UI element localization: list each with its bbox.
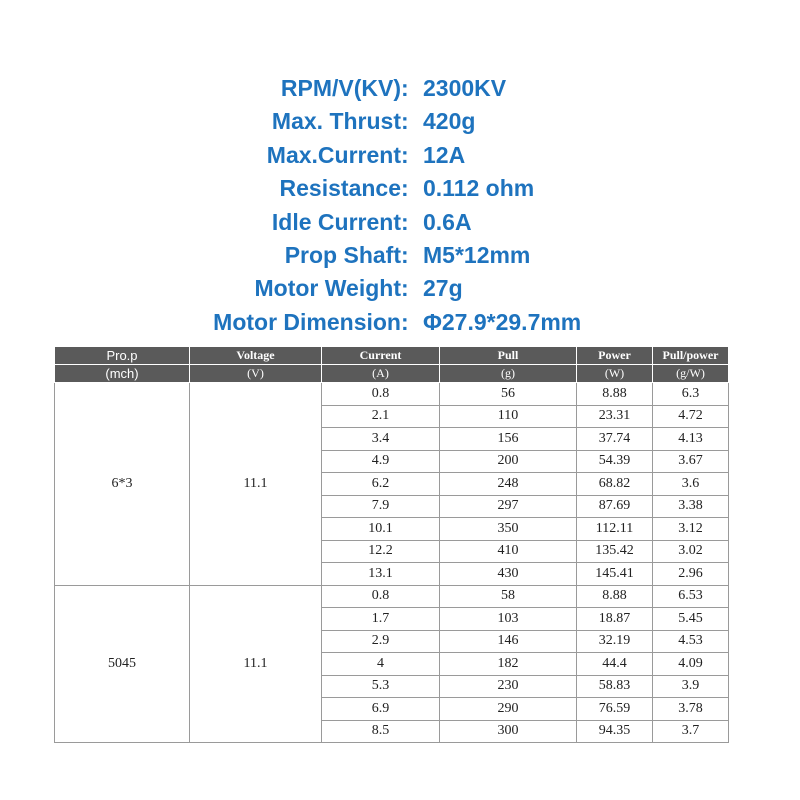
spec-row <box>0 105 800 138</box>
cell-pull-power: 4.13 <box>653 428 729 451</box>
cell-current: 0.8 <box>322 383 440 406</box>
units-row <box>55 365 729 383</box>
cell-pull: 350 <box>440 518 577 541</box>
cell-power: 44.4 <box>577 653 653 676</box>
cell-pull-power: 3.78 <box>653 698 729 721</box>
spec-value: 420g <box>423 108 476 135</box>
cell-pull-power: 3.02 <box>653 540 729 563</box>
cell-pull: 290 <box>440 698 577 721</box>
cell-power: 54.39 <box>577 450 653 473</box>
unit-power: (W) <box>577 365 653 383</box>
spec-row <box>0 206 800 239</box>
header-current: Current <box>322 347 440 365</box>
cell-current: 10.1 <box>322 518 440 541</box>
spec-value: 0.6A <box>423 208 472 235</box>
cell-current: 3.4 <box>322 428 440 451</box>
spec-label: Idle Current <box>271 208 401 235</box>
cell-pull-power: 3.7 <box>653 720 729 743</box>
cell-pull: 58 <box>440 585 577 608</box>
motor-specs <box>0 72 800 339</box>
spec-row <box>0 72 800 105</box>
unit-pull: (g) <box>440 365 577 383</box>
spec-value: 27g <box>423 275 463 302</box>
cell-pull-power: 6.53 <box>653 585 729 608</box>
spec-label: Max.Current <box>266 141 401 168</box>
cell-power: 18.87 <box>577 608 653 631</box>
cell-current: 6.2 <box>322 473 440 496</box>
spec-colon: : <box>401 141 409 168</box>
cell-power: 68.82 <box>577 473 653 496</box>
cell-power: 87.69 <box>577 495 653 518</box>
cell-current: 2.1 <box>322 405 440 428</box>
spec-row <box>0 139 800 172</box>
cell-pull-power: 4.09 <box>653 653 729 676</box>
spec-colon: : <box>401 75 409 101</box>
cell-power: 135.42 <box>577 540 653 563</box>
spec-value: Φ27.9*29.7mm <box>423 308 582 335</box>
performance-table <box>54 346 729 743</box>
cell-pull: 182 <box>440 653 577 676</box>
cell-power: 23.31 <box>577 405 653 428</box>
cell-pull: 103 <box>440 608 577 631</box>
cell-pull: 146 <box>440 630 577 653</box>
cell-power: 112.11 <box>577 518 653 541</box>
cell-current: 8.5 <box>322 720 440 743</box>
cell-power: 37.74 <box>577 428 653 451</box>
cell-power: 94.35 <box>577 720 653 743</box>
unit-pull-power: (g/W) <box>653 365 729 383</box>
spec-label: RPM/V(KV) <box>280 75 401 101</box>
cell-pull-power: 2.96 <box>653 563 729 586</box>
spec-row <box>0 239 800 272</box>
table-header <box>55 347 729 383</box>
cell-current: 7.9 <box>322 495 440 518</box>
unit-current: (A) <box>322 365 440 383</box>
cell-current: 4.9 <box>322 450 440 473</box>
cell-power: 58.83 <box>577 675 653 698</box>
cell-current: 13.1 <box>322 563 440 586</box>
cell-pull: 430 <box>440 563 577 586</box>
spec-colon: : <box>401 208 409 235</box>
spec-label: Resistance <box>279 175 401 202</box>
spec-label: Motor Dimension <box>213 308 401 335</box>
spec-value: 0.112 ohm <box>423 175 535 202</box>
cell-current: 12.2 <box>322 540 440 563</box>
cell-current: 0.8 <box>322 585 440 608</box>
cell-pull-power: 6.3 <box>653 383 729 406</box>
header-voltage: Voltage <box>190 347 322 365</box>
cell-pull-power: 3.6 <box>653 473 729 496</box>
cell-current: 4 <box>322 653 440 676</box>
spec-row <box>0 306 800 339</box>
cell-power: 76.59 <box>577 698 653 721</box>
cell-pull-power: 4.72 <box>653 405 729 428</box>
cell-pull: 300 <box>440 720 577 743</box>
cell-pull: 248 <box>440 473 577 496</box>
cell-pull: 156 <box>440 428 577 451</box>
cell-pull-power: 3.9 <box>653 675 729 698</box>
cell-prop: 6*3 <box>55 383 190 586</box>
cell-pull: 200 <box>440 450 577 473</box>
spec-label: Max. Thrust <box>271 108 401 135</box>
cell-pull-power: 5.45 <box>653 608 729 631</box>
table-row <box>55 383 729 406</box>
cell-pull-power: 4.53 <box>653 630 729 653</box>
cell-pull-power: 3.12 <box>653 518 729 541</box>
header-row <box>55 347 729 365</box>
cell-current: 1.7 <box>322 608 440 631</box>
cell-power: 32.19 <box>577 630 653 653</box>
header-power: Power <box>577 347 653 365</box>
spec-label: Prop Shaft <box>284 241 401 268</box>
cell-pull-power: 3.67 <box>653 450 729 473</box>
spec-value: 2300KV <box>423 75 507 101</box>
spec-row <box>0 172 800 205</box>
cell-power: 8.88 <box>577 585 653 608</box>
table-row <box>55 585 729 608</box>
spec-colon: : <box>401 275 409 302</box>
table-body <box>55 383 729 743</box>
header-prop: Pro.p <box>55 347 190 365</box>
unit-voltage: (V) <box>190 365 322 383</box>
spec-colon: : <box>401 108 409 135</box>
cell-prop: 5045 <box>55 585 190 743</box>
cell-voltage: 11.1 <box>190 383 322 586</box>
header-pull-power: Pull/power <box>653 347 729 365</box>
cell-current: 6.9 <box>322 698 440 721</box>
spec-value: 12A <box>423 141 466 168</box>
spec-colon: : <box>401 308 409 335</box>
spec-value: M5*12mm <box>423 241 531 268</box>
cell-pull: 410 <box>440 540 577 563</box>
cell-pull: 56 <box>440 383 577 406</box>
spec-colon: : <box>401 175 409 202</box>
header-pull: Pull <box>440 347 577 365</box>
cell-pull: 297 <box>440 495 577 518</box>
cell-current: 2.9 <box>322 630 440 653</box>
cell-power: 145.41 <box>577 563 653 586</box>
cell-current: 5.3 <box>322 675 440 698</box>
spec-label: Motor Weight <box>254 275 401 302</box>
spec-colon: : <box>401 241 409 268</box>
unit-prop: (mch) <box>55 365 190 383</box>
cell-pull: 230 <box>440 675 577 698</box>
cell-voltage: 11.1 <box>190 585 322 743</box>
cell-pull-power: 3.38 <box>653 495 729 518</box>
cell-power: 8.88 <box>577 383 653 406</box>
cell-pull: 110 <box>440 405 577 428</box>
spec-row <box>0 272 800 305</box>
